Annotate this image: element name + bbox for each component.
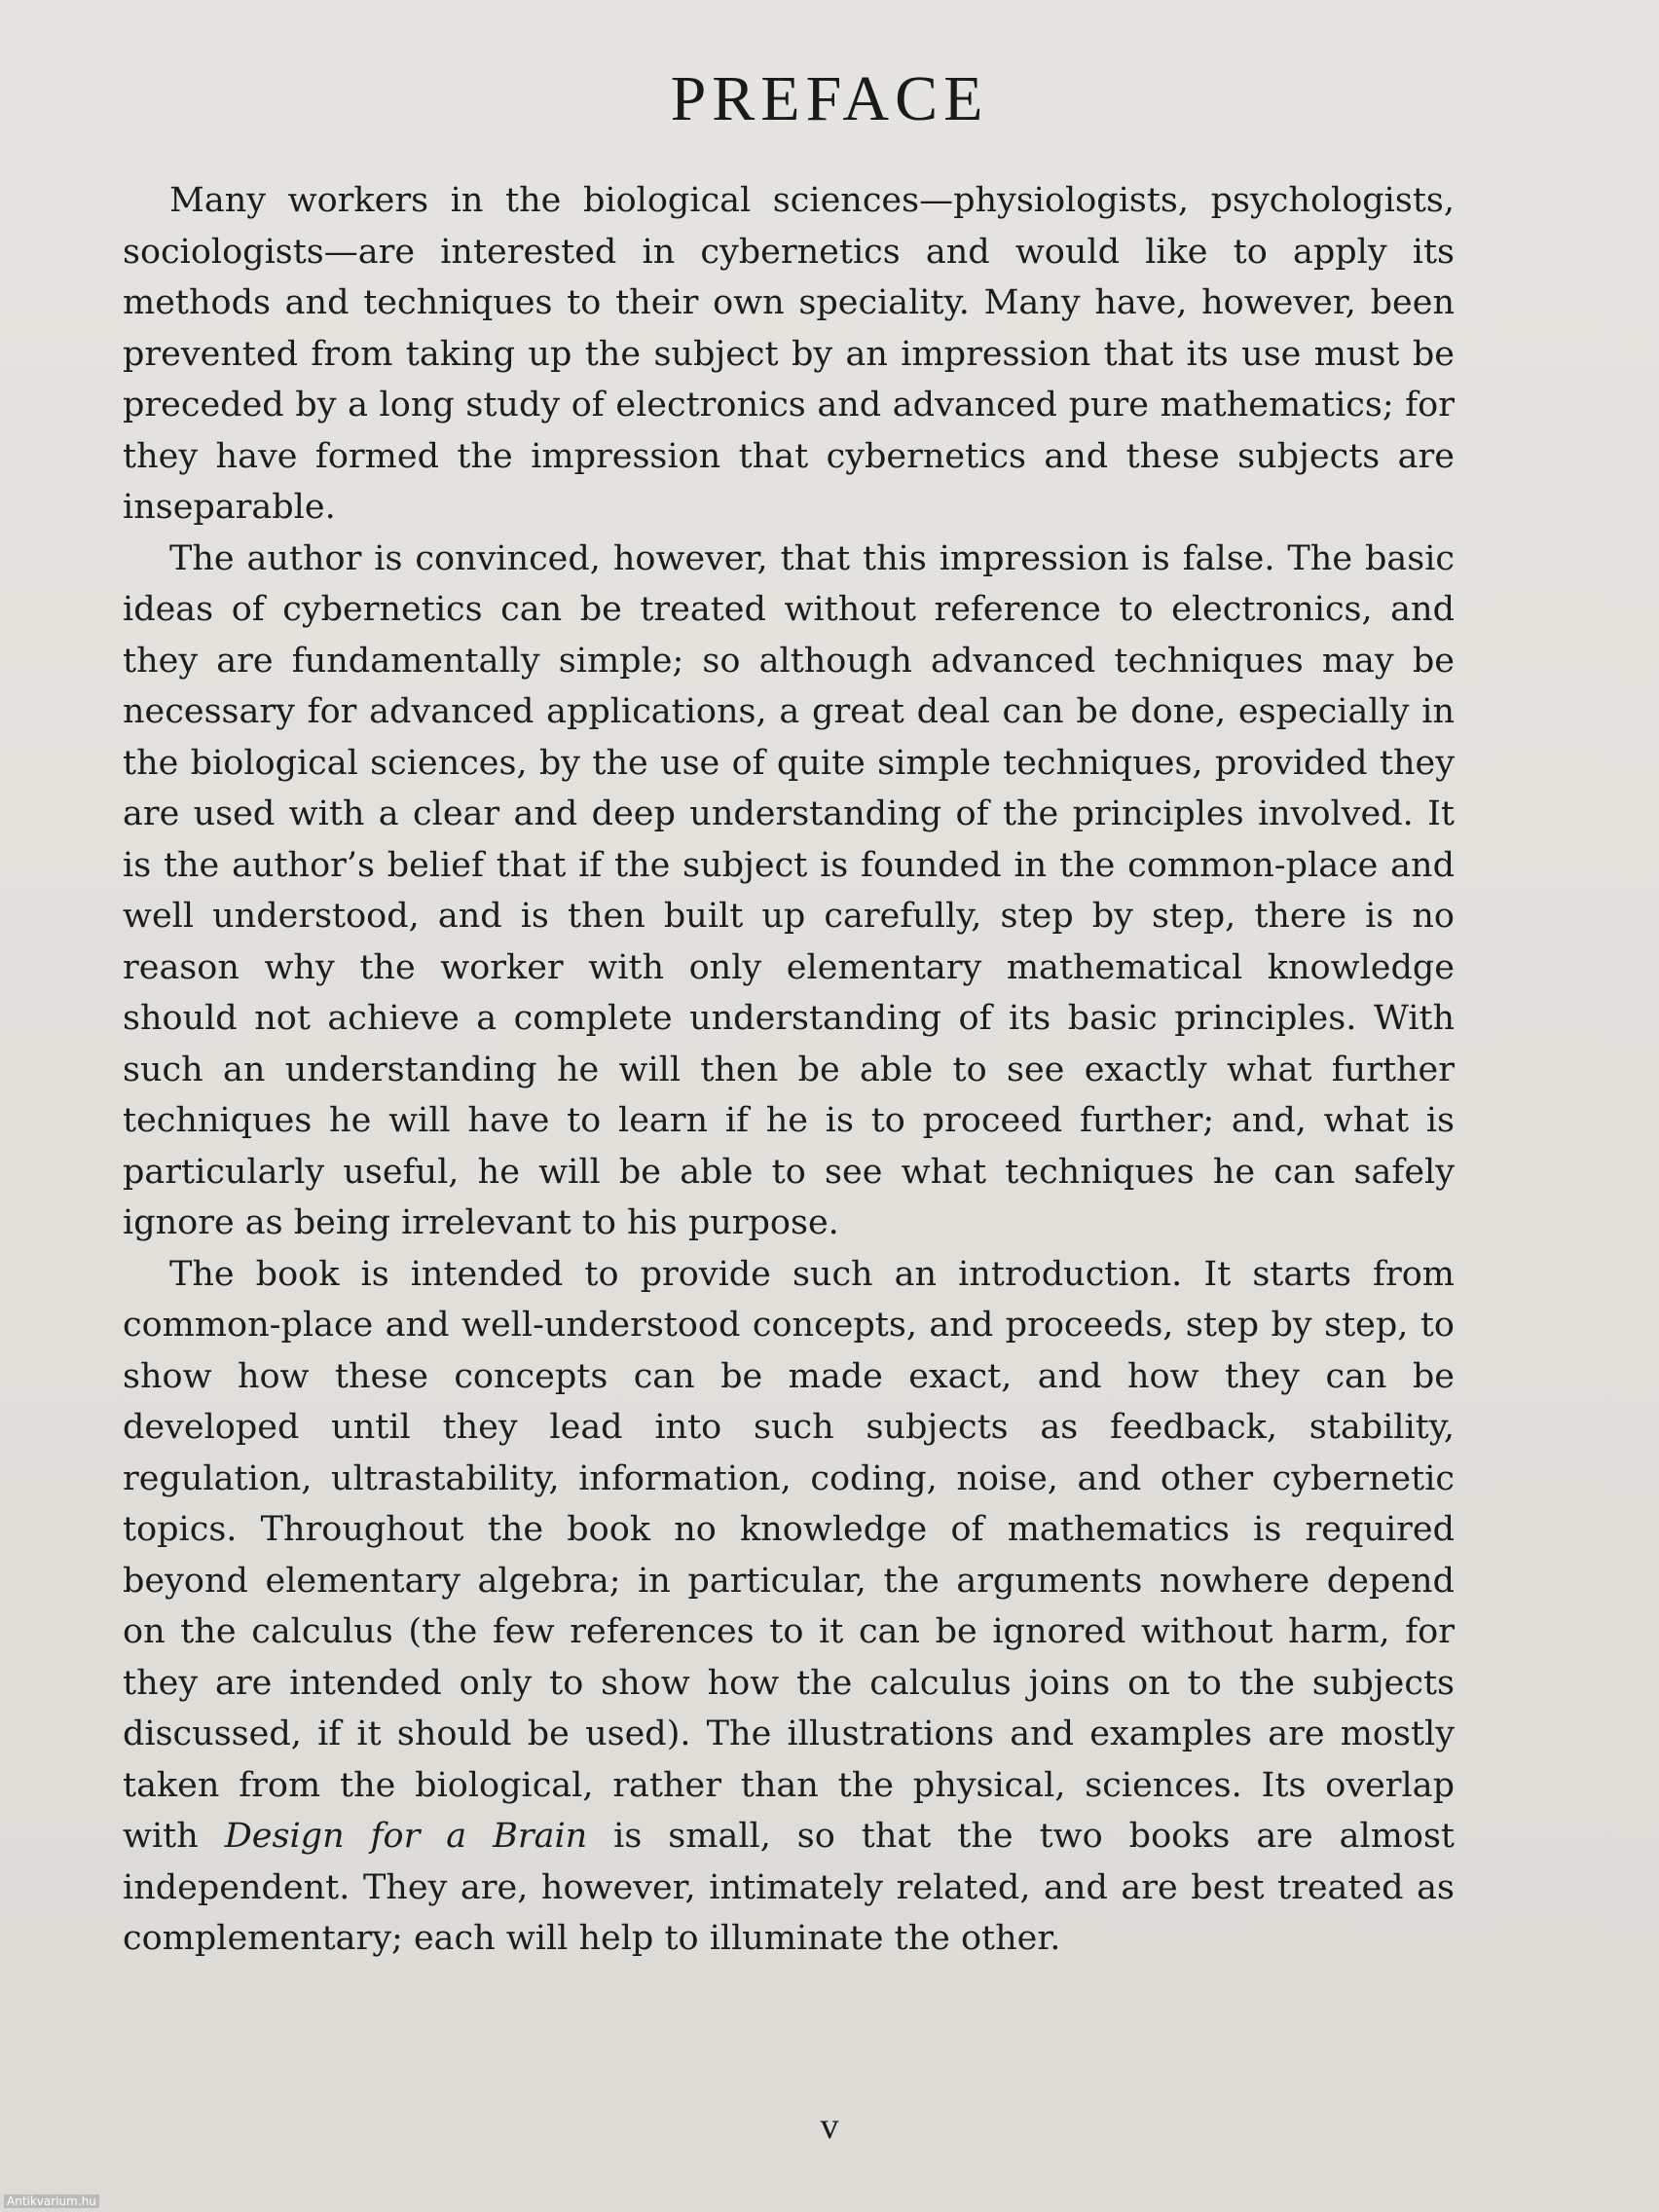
paragraph-3 — [123, 1249, 1455, 1965]
paragraph-2: The author is convinced, however, that this impression is false. The basic ideas of cybernetics can be treated without reference to electronics, and they are fundamentally simple; so although advanced techniques may be necessary for advanced applications, a great deal can be done, especially in the biological sciences, by the use of quite simple techniques, provided they are used with a clear and deep understanding of the principles involved. It is the author’s belief that if the subject is founded in the common-place and well understood, and is then built up carefully, step by step, there is no reason why the worker with only elementary mathematical knowledge should not achieve a complete understanding of its basic principles. With such an understanding he will then be able to see exactly what further techniques he will have to learn if he is to proceed further; and, what is particularly useful, he will be able to see what techniques he can safely ignore as being irrelevant to his purpose. — [123, 538, 1455, 1242]
paragraph-3-part-1: The book is intended to provide such an introduction. It starts from common-place and well-understood concepts, and proceeds, step by step, to show how these concepts can be made exact, and how they can be developed until they lead into such subjects as feedback, stability, regulation, ultrastability, information, coding, noise, and other cybernetic topics. Throughout the book no knowledge of mathematics is required beyond elementary algebra; in particular, the arguments nowhere depend on the calculus (the few references to it can be ignored without harm, for they are intended only to show how the calculus joins on to the subjects discussed, if it should be used). The illustrations and examples are mostly taken from the biological, rather than the physical, sciences. Its overlap with — [123, 1254, 1455, 1856]
preface-body — [123, 175, 1455, 1965]
book-title-italic: Design for a Brain — [224, 1817, 588, 1856]
paragraph-1: Many workers in the biological sciences—physiologists, psychologists, sociologists—are interested in cybernetics and would like to apply its methods and techniques to their own speciality. Many have, however, been prevented from taking up the subject by an impression that its use must be preceded by a long study of electronics and advanced pure mathematics; for they have formed the impression that cybernetics and these subjects are inseparable. — [123, 181, 1455, 527]
page-number: v — [820, 2106, 839, 2147]
watermark: Antikvarium.hu — [4, 2194, 99, 2208]
paragraph-3-part-2: is small, so that the two books are almost independent. They are, however, intimately related, and are best treated as complementary; each will help to illuminate the other. — [123, 1817, 1455, 1958]
page-title: PREFACE — [670, 63, 989, 134]
